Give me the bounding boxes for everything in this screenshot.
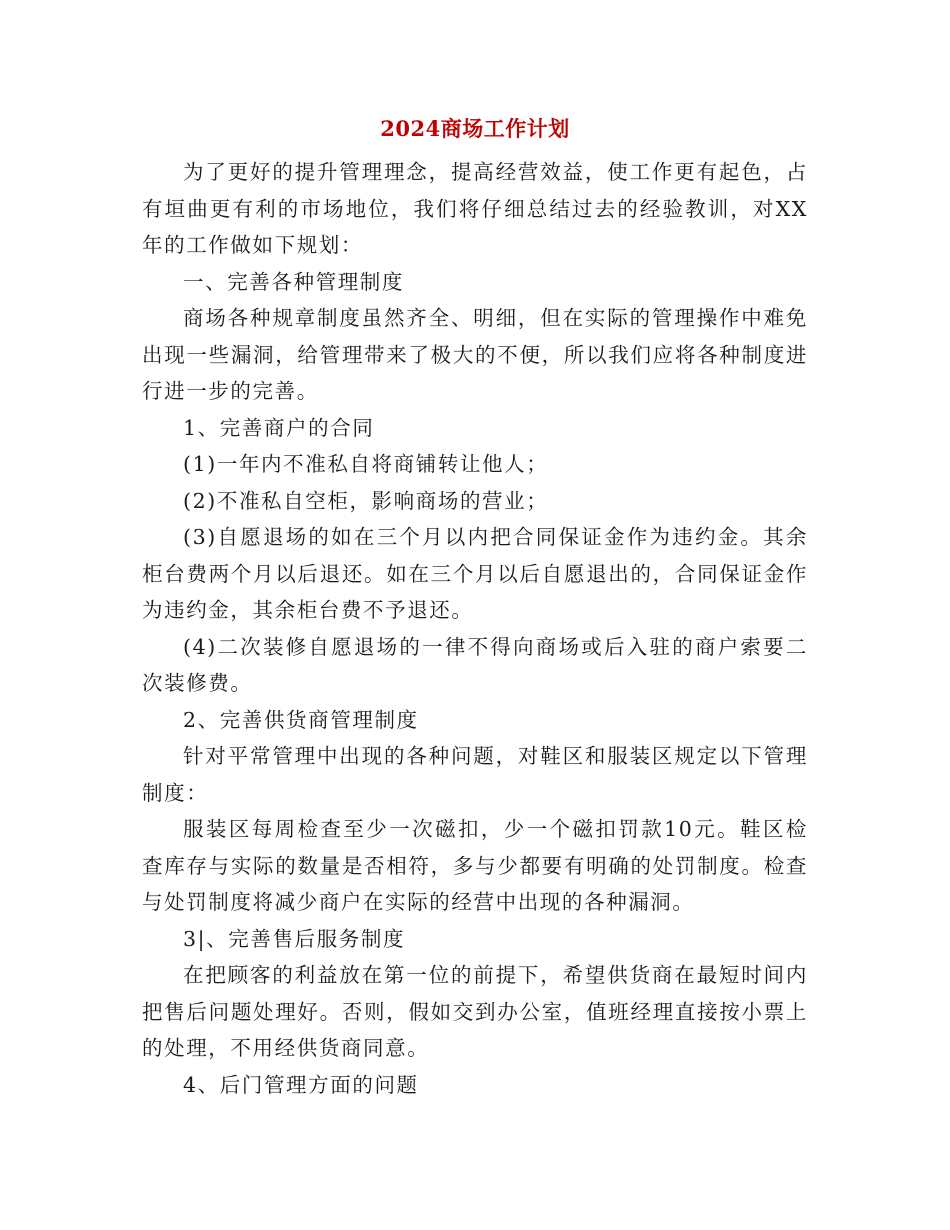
list-item-3: (3)自愿退场的如在三个月以内把合同保证金作为违约金。其余柜台费两个月以后退还。如在三个月以后自愿退出的，合同保证金作为违约金，其余柜台费不予退还。 (142, 525, 808, 622)
subsection-2-body: 服装区每周检查至少一次磁扣，少一个磁扣罚款10元。鞋区检查库存与实际的数量是否相符，多与少都要有明确的处罚制度。检查与处罚制度将减少商户在实际的经营中出现的各种漏洞。 (142, 817, 808, 914)
list-item-1: (1)一年内不准私自将商铺转让他人； (183, 452, 549, 476)
list-item-4: (4)二次装修自愿退场的一律不得向商场或后入驻的商户索要二次装修费。 (142, 634, 808, 695)
document-page (142, 108, 808, 1103)
subsection-2-intro: 针对平常管理中出现的各种问题，对鞋区和服装区规定以下管理制度： (142, 744, 808, 805)
subsection-heading-4: 4、后门管理方面的问题 (183, 1072, 419, 1097)
subsection-heading-2: 2、完善供货商管理制度 (183, 707, 419, 732)
section-1-body: 商场各种规章制度虽然齐全、明细，但在实际的管理操作中难免出现一些漏洞，给管理带来了极大的不便，所以我们应将各种制度进行进一步的完善。 (142, 306, 808, 403)
subsection-3-body: 在把顾客的利益放在第一位的前提下，希望供货商在最短时间内把售后问题处理好。否则，假如交到办公室，值班经理直接按小票上的处理，不用经供货商同意。 (142, 963, 808, 1060)
list-item-2: (2)不准私自空柜，影响商场的营业； (183, 488, 549, 513)
subsection-heading-1: 1、完善商户的合同 (183, 415, 375, 440)
subsection-heading-3: 3|、完善售后服务制度 (183, 926, 406, 951)
section-heading-1: 一、完善各种管理制度 (183, 269, 404, 294)
intro-paragraph: 为了更好的提升管理理念，提高经营效益，使工作更有起色，占有垣曲更有利的市场地位，我们将仔细总结过去的经验教训，对XX年的工作做如下规划： (142, 160, 808, 257)
document-title: 2024商场工作计划 (380, 116, 570, 141)
